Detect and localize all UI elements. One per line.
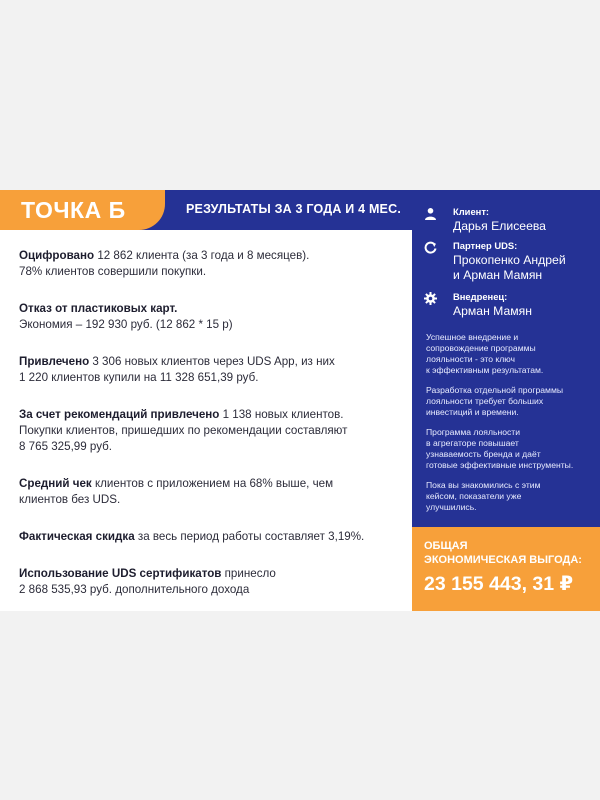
total-value: 23 155 443, 31 ₽ <box>424 573 574 595</box>
result-bold: Привлечено <box>19 355 90 368</box>
partner-role: Партнер UDS: <box>453 240 518 251</box>
result-item <box>19 248 404 280</box>
sidebar-paragraph <box>426 332 596 376</box>
result-text: 78% клиентов совершили покупки. <box>19 265 207 278</box>
paragraph-line: к эффективным результатам. <box>426 365 544 375</box>
total-benefit-box <box>412 527 600 611</box>
client-name: Дарья Елисеева <box>453 219 546 233</box>
result-bold: Фактическая скидка <box>19 530 135 543</box>
gear-icon <box>424 292 437 305</box>
paragraph-line: Пока вы знакомились с этим <box>426 480 541 490</box>
paragraph-line: инвестиций и времени. <box>426 407 519 417</box>
total-label <box>424 539 582 567</box>
result-text: 2 868 535,93 руб. дополнительного дохода <box>19 583 250 596</box>
paragraph-line: узнаваемость бренда и даёт <box>426 449 541 459</box>
result-text: принесло <box>221 567 276 580</box>
result-bold: Средний чек <box>19 477 92 490</box>
implementer-role: Внедренец: <box>453 291 508 302</box>
result-bold: Отказ от пластиковых карт. <box>19 302 178 315</box>
result-text: клиентов с приложением на 68% выше, чем <box>91 477 334 490</box>
refresh-icon <box>424 241 437 254</box>
total-label-line: ЭКОНОМИЧЕСКАЯ ВЫГОДА: <box>424 554 582 566</box>
info-sidebar <box>412 190 600 611</box>
result-text: 1 220 клиентов купили на 11 328 651,39 руб. <box>19 371 259 384</box>
sidebar-paragraph <box>426 385 596 418</box>
case-card <box>0 190 600 611</box>
paragraph-line: Программа лояльности <box>426 427 521 437</box>
result-bold: Использование UDS сертификатов <box>19 567 222 580</box>
paragraph-line: улучшились. <box>426 502 477 512</box>
paragraph-line: лояльности требует больших <box>426 396 544 406</box>
result-item <box>19 301 404 333</box>
results-title: РЕЗУЛЬТАТЫ ЗА 3 ГОДА И 4 МЕС. <box>186 202 401 216</box>
result-text: за весь период работы составляет 3,19%. <box>134 530 365 543</box>
result-item <box>19 354 404 386</box>
user-icon <box>424 207 437 220</box>
result-bold: Оцифровано <box>19 249 95 262</box>
results-panel <box>0 190 412 611</box>
paragraph-line: лояльности - это ключ <box>426 354 516 364</box>
result-text: 1 138 новых клиентов. <box>219 408 344 421</box>
result-bold: За счет рекомендаций привлечено <box>19 408 220 421</box>
client-role: Клиент: <box>453 206 490 217</box>
total-label-line: ОБЩАЯ <box>424 540 468 552</box>
result-item <box>19 476 404 508</box>
results-list <box>19 248 404 611</box>
sidebar-paragraph <box>426 427 596 471</box>
paragraph-line: в агрегаторе повышает <box>426 438 519 448</box>
paragraph-line: сопровождение программы <box>426 343 536 353</box>
result-text: 3 306 новых клиентов через UDS App, из них <box>89 355 335 368</box>
tab-title: ТОЧКА Б <box>21 197 126 223</box>
result-text: 12 862 клиента (за 3 года и 8 месяцев). <box>94 249 310 262</box>
result-item <box>19 566 404 598</box>
result-item <box>19 407 404 455</box>
sidebar-paragraph <box>426 480 596 513</box>
partner-name <box>453 253 566 283</box>
partner-name-line: и Арман Мамян <box>453 268 543 282</box>
sidebar-paragraphs <box>426 332 596 522</box>
implementer-name: Арман Мамян <box>453 304 532 318</box>
result-item <box>19 529 404 545</box>
result-text: Экономия – 192 930 руб. (12 862 * 15 р) <box>19 318 233 331</box>
paragraph-line: Успешное внедрение и <box>426 332 519 342</box>
paragraph-line: кейсом, показатели уже <box>426 491 522 501</box>
paragraph-line: Разработка отдельной программы <box>426 385 564 395</box>
result-text: Покупки клиентов, пришедших по рекомендации составляют <box>19 424 348 437</box>
result-text: клиентов без UDS. <box>19 493 121 506</box>
partner-name-line: Прокопенко Андрей <box>453 253 566 267</box>
result-text: 8 765 325,99 руб. <box>19 440 113 453</box>
paragraph-line: готовые эффективные инструменты. <box>426 460 574 470</box>
